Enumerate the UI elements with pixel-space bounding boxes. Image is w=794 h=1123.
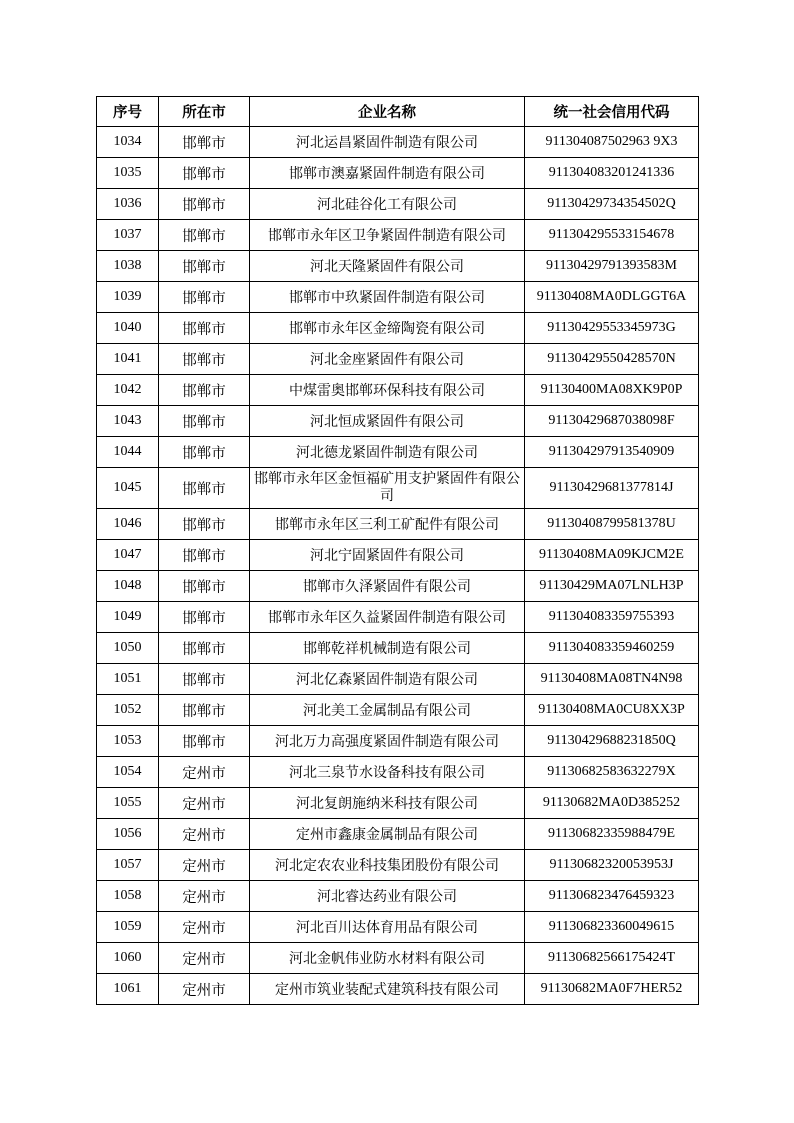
table-row	[97, 406, 699, 437]
cell-credit-code: 911306823476459323	[525, 881, 699, 912]
table-row	[97, 509, 699, 540]
cell-credit-code: 91130429687038098F	[525, 406, 699, 437]
table-row	[97, 313, 699, 344]
cell-credit-code: 91130408MA09KJCM2E	[525, 540, 699, 571]
cell-credit-code: 911304087502963 9X3	[525, 127, 699, 158]
company-table	[96, 96, 699, 1005]
cell-company: 中煤雷奥邯郸环保科技有限公司	[250, 375, 525, 406]
cell-city: 邯郸市	[159, 220, 250, 251]
cell-credit-code: 91130682566175424T	[525, 943, 699, 974]
cell-company: 定州市筑业装配式建筑科技有限公司	[250, 974, 525, 1005]
cell-company: 河北定农农业科技集团股份有限公司	[250, 850, 525, 881]
cell-city: 定州市	[159, 819, 250, 850]
table-row	[97, 375, 699, 406]
table-row	[97, 189, 699, 220]
cell-city: 邯郸市	[159, 344, 250, 375]
table-row	[97, 788, 699, 819]
cell-seq: 1057	[97, 850, 159, 881]
cell-seq: 1046	[97, 509, 159, 540]
table-row	[97, 664, 699, 695]
cell-seq: 1042	[97, 375, 159, 406]
table-row	[97, 695, 699, 726]
table-row	[97, 602, 699, 633]
cell-company: 邯郸乾祥机械制造有限公司	[250, 633, 525, 664]
cell-credit-code: 91130682320053953J	[525, 850, 699, 881]
cell-company: 邯郸市永年区金缔陶瓷有限公司	[250, 313, 525, 344]
cell-city: 邯郸市	[159, 633, 250, 664]
cell-credit-code: 911304083201241336	[525, 158, 699, 189]
cell-seq: 1044	[97, 437, 159, 468]
cell-seq: 1058	[97, 881, 159, 912]
cell-seq: 1037	[97, 220, 159, 251]
cell-seq: 1061	[97, 974, 159, 1005]
cell-seq: 1048	[97, 571, 159, 602]
cell-city: 定州市	[159, 850, 250, 881]
cell-seq: 1034	[97, 127, 159, 158]
cell-seq: 1035	[97, 158, 159, 189]
cell-company: 河北金座紧固件有限公司	[250, 344, 525, 375]
cell-city: 邯郸市	[159, 313, 250, 344]
table-row	[97, 881, 699, 912]
cell-company: 河北三泉节水设备科技有限公司	[250, 757, 525, 788]
cell-company: 邯郸市澳嘉紧固件制造有限公司	[250, 158, 525, 189]
cell-credit-code: 91130429553345973G	[525, 313, 699, 344]
cell-city: 定州市	[159, 788, 250, 819]
cell-seq: 1056	[97, 819, 159, 850]
cell-credit-code: 911304083359755393	[525, 602, 699, 633]
table-row	[97, 974, 699, 1005]
cell-company: 河北恒成紧固件有限公司	[250, 406, 525, 437]
header-seq: 序号	[97, 97, 159, 127]
table-row	[97, 757, 699, 788]
cell-company: 河北金帆伟业防水材料有限公司	[250, 943, 525, 974]
cell-company: 河北德龙紧固件制造有限公司	[250, 437, 525, 468]
cell-city: 邯郸市	[159, 251, 250, 282]
cell-seq: 1054	[97, 757, 159, 788]
header-company: 企业名称	[250, 97, 525, 127]
cell-company: 邯郸市永年区金恒福矿用支护紧固件有限公司	[250, 468, 525, 509]
table-row	[97, 850, 699, 881]
cell-company: 河北百川达体育用品有限公司	[250, 912, 525, 943]
cell-company: 邯郸市久泽紧固件有限公司	[250, 571, 525, 602]
cell-city: 邯郸市	[159, 602, 250, 633]
cell-city: 邯郸市	[159, 571, 250, 602]
table-body	[97, 127, 699, 1005]
table-row	[97, 571, 699, 602]
cell-credit-code: 91130429681377814J	[525, 468, 699, 509]
header-credit-code: 统一社会信用代码	[525, 97, 699, 127]
cell-city: 邯郸市	[159, 406, 250, 437]
cell-credit-code: 91130429MA07LNLH3P	[525, 571, 699, 602]
cell-company: 河北运昌紧固件制造有限公司	[250, 127, 525, 158]
cell-credit-code: 91130682MA0D385252	[525, 788, 699, 819]
table-row	[97, 633, 699, 664]
cell-seq: 1043	[97, 406, 159, 437]
table-row	[97, 220, 699, 251]
table-row	[97, 127, 699, 158]
cell-company: 河北天隆紧固件有限公司	[250, 251, 525, 282]
table-row	[97, 726, 699, 757]
cell-seq: 1039	[97, 282, 159, 313]
cell-credit-code: 91130682583632279X	[525, 757, 699, 788]
cell-company: 邯郸市中玖紧固件制造有限公司	[250, 282, 525, 313]
cell-credit-code: 911304083359460259	[525, 633, 699, 664]
cell-company: 邯郸市永年区三利工矿配件有限公司	[250, 509, 525, 540]
cell-company: 河北美工金属制品有限公司	[250, 695, 525, 726]
cell-city: 邯郸市	[159, 695, 250, 726]
table-row	[97, 912, 699, 943]
cell-company: 邯郸市永年区久益紧固件制造有限公司	[250, 602, 525, 633]
cell-city: 邯郸市	[159, 189, 250, 220]
cell-credit-code: 91130429734354502Q	[525, 189, 699, 220]
cell-city: 定州市	[159, 912, 250, 943]
cell-credit-code: 91130408MA0CU8XX3P	[525, 695, 699, 726]
cell-seq: 1051	[97, 664, 159, 695]
cell-company: 定州市鑫康金属制品有限公司	[250, 819, 525, 850]
cell-seq: 1053	[97, 726, 159, 757]
cell-credit-code: 911304295533154678	[525, 220, 699, 251]
cell-credit-code: 911304297913540909	[525, 437, 699, 468]
cell-company: 河北万力高强度紧固件制造有限公司	[250, 726, 525, 757]
cell-city: 定州市	[159, 974, 250, 1005]
cell-city: 定州市	[159, 757, 250, 788]
cell-seq: 1038	[97, 251, 159, 282]
cell-city: 邯郸市	[159, 509, 250, 540]
table-row	[97, 468, 699, 509]
cell-company: 河北复朗施纳米科技有限公司	[250, 788, 525, 819]
table-row	[97, 158, 699, 189]
cell-city: 邯郸市	[159, 468, 250, 509]
cell-company: 河北硅谷化工有限公司	[250, 189, 525, 220]
cell-credit-code: 91130408MA08TN4N98	[525, 664, 699, 695]
cell-credit-code: 91130429791393583M	[525, 251, 699, 282]
table-row	[97, 437, 699, 468]
cell-company: 河北睿达药业有限公司	[250, 881, 525, 912]
cell-seq: 1055	[97, 788, 159, 819]
cell-company: 邯郸市永年区卫争紧固件制造有限公司	[250, 220, 525, 251]
cell-seq: 1036	[97, 189, 159, 220]
cell-company: 河北宁固紧固件有限公司	[250, 540, 525, 571]
cell-credit-code: 91130408MA0DLGGT6A	[525, 282, 699, 313]
cell-credit-code: 91130429550428570N	[525, 344, 699, 375]
cell-city: 定州市	[159, 881, 250, 912]
header-city: 所在市	[159, 97, 250, 127]
cell-city: 邯郸市	[159, 540, 250, 571]
table-row	[97, 540, 699, 571]
cell-seq: 1047	[97, 540, 159, 571]
cell-credit-code: 91130682MA0F7HER52	[525, 974, 699, 1005]
cell-city: 邯郸市	[159, 437, 250, 468]
cell-credit-code: 91130400MA08XK9P0P	[525, 375, 699, 406]
cell-city: 邯郸市	[159, 375, 250, 406]
cell-seq: 1041	[97, 344, 159, 375]
cell-seq: 1059	[97, 912, 159, 943]
table-row	[97, 344, 699, 375]
cell-city: 邯郸市	[159, 664, 250, 695]
table-row	[97, 819, 699, 850]
cell-seq: 1060	[97, 943, 159, 974]
cell-seq: 1050	[97, 633, 159, 664]
cell-credit-code: 91130408799581378U	[525, 509, 699, 540]
cell-seq: 1052	[97, 695, 159, 726]
cell-city: 邯郸市	[159, 282, 250, 313]
header-row	[97, 97, 699, 127]
cell-seq: 1040	[97, 313, 159, 344]
table-header	[97, 97, 699, 127]
table-row	[97, 251, 699, 282]
table-row	[97, 943, 699, 974]
cell-credit-code: 91130429688231850Q	[525, 726, 699, 757]
cell-credit-code: 91130682335988479E	[525, 819, 699, 850]
table-row	[97, 282, 699, 313]
cell-seq: 1045	[97, 468, 159, 509]
cell-city: 邯郸市	[159, 127, 250, 158]
cell-city: 邯郸市	[159, 726, 250, 757]
cell-seq: 1049	[97, 602, 159, 633]
cell-city: 邯郸市	[159, 158, 250, 189]
cell-city: 定州市	[159, 943, 250, 974]
cell-company: 河北亿森紧固件制造有限公司	[250, 664, 525, 695]
cell-credit-code: 911306823360049615	[525, 912, 699, 943]
